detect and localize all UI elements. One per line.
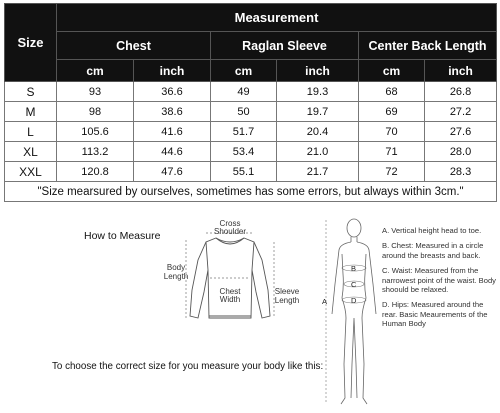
size-chart-table: [4, 3, 497, 202]
sleeve-inch-cell: 21.7: [277, 162, 359, 182]
sleeve-length-label: Length: [274, 296, 300, 305]
sleeve-inch-cell: 19.3: [277, 82, 359, 102]
sleeve-cm-cell: 55.1: [211, 162, 277, 182]
garment-measure-diagram: [150, 220, 310, 343]
marker-b: B: [351, 264, 357, 273]
measurement-header: Measurement: [57, 4, 497, 32]
table-row: [5, 122, 497, 142]
sleeve-label: Sleeve: [274, 287, 300, 296]
body-measure-legend: [382, 226, 498, 335]
shoulder-label: Shoulder: [213, 227, 247, 236]
chest-inch-cell: 36.6: [134, 82, 211, 102]
legend-item-a: A. Vertical height head to toe.: [382, 226, 482, 235]
table-row: [5, 102, 497, 122]
legend-item-c: C. Waist: Measured from the narrowest point of the waist. Body shoould be relaxed.: [382, 266, 496, 295]
back-inch-cell: 26.8: [425, 82, 497, 102]
body-measure-figure: [322, 214, 382, 413]
chest-cm-cell: 93: [57, 82, 134, 102]
back-inch-cell: 27.2: [425, 102, 497, 122]
unit-cm-header: cm: [211, 60, 277, 82]
sleeve-inch-cell: 19.7: [277, 102, 359, 122]
size-cell: S: [5, 82, 57, 102]
back-cm-cell: 71: [359, 142, 425, 162]
size-cell: M: [5, 102, 57, 122]
unit-inch-header: inch: [134, 60, 211, 82]
chest-cm-cell: 105.6: [57, 122, 134, 142]
raglan-sleeve-header: Raglan Sleeve: [211, 32, 359, 60]
human-body-illustration: [332, 219, 376, 404]
unit-inch-header: inch: [425, 60, 497, 82]
back-inch-cell: 28.3: [425, 162, 497, 182]
marker-c: C: [351, 280, 357, 289]
size-cell: L: [5, 122, 57, 142]
legend-item-b: B. Chest: Measured in a circle around the breasts and back.: [382, 241, 484, 260]
chest-header: Chest: [57, 32, 211, 60]
sleeve-cm-cell: 53.4: [211, 142, 277, 162]
cross-label: Cross: [219, 220, 241, 228]
back-cm-cell: 70: [359, 122, 425, 142]
body-label: Body: [166, 263, 186, 272]
chest-inch-cell: 47.6: [134, 162, 211, 182]
table-row: [5, 142, 497, 162]
sleeve-inch-cell: 21.0: [277, 142, 359, 162]
marker-a: A: [322, 297, 328, 306]
how-to-measure-title: How to Measure: [84, 230, 161, 242]
unit-cm-header: cm: [359, 60, 425, 82]
chest-label: Chest: [219, 287, 241, 296]
legend-item-d: D. Hips: Measured around the rear. Basic Meaurements of the Human Body: [382, 300, 488, 329]
chest-cm-cell: 120.8: [57, 162, 134, 182]
unit-cm-header: cm: [57, 60, 134, 82]
note-row: [5, 182, 497, 202]
chest-width-label: Width: [219, 295, 241, 304]
back-cm-cell: 68: [359, 82, 425, 102]
sleeve-cm-cell: 50: [211, 102, 277, 122]
sleeve-cm-cell: 49: [211, 82, 277, 102]
back-inch-cell: 28.0: [425, 142, 497, 162]
table-row: [5, 82, 497, 102]
back-cm-cell: 72: [359, 162, 425, 182]
chest-cm-cell: 113.2: [57, 142, 134, 162]
choose-size-instruction: To choose the correct size for you measure your body like this:: [52, 361, 324, 372]
chest-cm-cell: 98: [57, 102, 134, 122]
size-note: "Size mearsured by ourselves, sometimes has some errors, but always within 3cm.": [5, 182, 497, 202]
size-header: Size: [5, 4, 57, 82]
size-cell: XL: [5, 142, 57, 162]
chest-inch-cell: 38.6: [134, 102, 211, 122]
unit-inch-header: inch: [277, 60, 359, 82]
back-inch-cell: 27.6: [425, 122, 497, 142]
marker-d: D: [351, 296, 357, 305]
back-cm-cell: 69: [359, 102, 425, 122]
table-row: [5, 162, 497, 182]
center-back-length-header: Center Back Length: [359, 32, 497, 60]
sleeve-cm-cell: 51.7: [211, 122, 277, 142]
size-cell: XXL: [5, 162, 57, 182]
sleeve-inch-cell: 20.4: [277, 122, 359, 142]
body-length-label: Length: [163, 272, 189, 281]
chest-inch-cell: 44.6: [134, 142, 211, 162]
chest-inch-cell: 41.6: [134, 122, 211, 142]
